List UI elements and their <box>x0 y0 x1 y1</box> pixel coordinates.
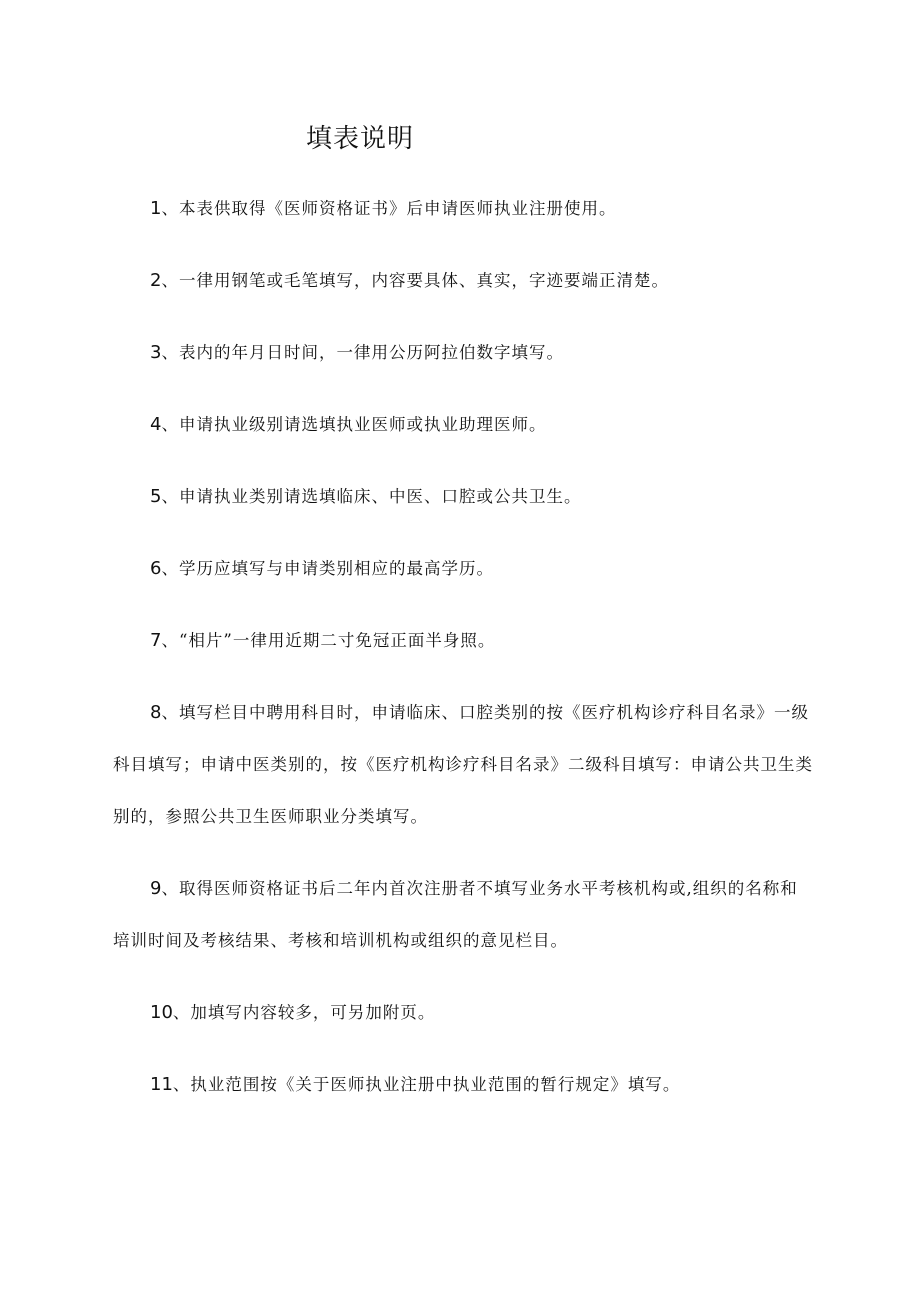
item-text: 、一律用钢笔或毛笔填写，内容要具体、真实，字迹要端正清楚。 <box>161 271 669 290</box>
item-text: 、“相片”一律用近期二寸免冠正面半身照。 <box>161 631 496 650</box>
item-number: 8 <box>150 702 162 723</box>
instruction-item-5 <box>113 471 813 523</box>
item-number: 9 <box>150 878 162 899</box>
item-text: 、填写栏目中聘用科目时，申请临床、口腔类别的按《医疗机构诊疗科目名录》一级科目填写；申请中医类别的，按《医疗机构诊疗科目名录》二级科目填写：申请公共卫生类别的，参照公共卫生医师职业分类填写。 <box>113 703 813 826</box>
instruction-item-10 <box>113 987 813 1039</box>
item-number: 2 <box>150 270 162 291</box>
item-text: 、加填写内容较多，可另加附页。 <box>172 1003 436 1022</box>
item-number: 7 <box>150 630 162 651</box>
instruction-item-9 <box>113 863 813 967</box>
instruction-item-11 <box>113 1059 813 1111</box>
item-text: 、申请执业类别请选填临床、中医、口腔或公共卫生。 <box>161 487 582 506</box>
instruction-item-4 <box>113 399 813 451</box>
item-text: 、执业范围按《关于医师执业注册中执业范围的暂行规定》填写。 <box>172 1075 681 1094</box>
item-number: 10 <box>150 1002 173 1023</box>
item-text: 、申请执业级别请选填执业医师或执业助理医师。 <box>161 415 547 434</box>
instruction-item-7 <box>113 615 813 667</box>
instruction-item-8 <box>113 687 813 843</box>
instruction-list <box>113 183 813 1131</box>
item-number: 4 <box>150 414 162 435</box>
document-title: 填表说明 <box>306 124 415 154</box>
item-number: 5 <box>150 486 162 507</box>
instruction-item-6 <box>113 543 813 595</box>
instruction-item-3 <box>113 327 813 379</box>
instruction-item-2 <box>113 255 813 307</box>
item-number: 6 <box>150 558 162 579</box>
item-text: 、本表供取得《医师资格证书》后申请医师执业注册使用。 <box>161 199 617 218</box>
item-number: 11 <box>150 1074 173 1095</box>
item-text: 、取得医师资格证书后二年内首次注册者不填写业务水平考核机构或,组织的名称和培训时间及考核结果、考核和培训机构或组织的意见栏目。 <box>113 879 798 950</box>
item-text: 、表内的年月日时间，一律用公历阿拉伯数字填写。 <box>161 343 564 362</box>
item-text: 、学历应填写与申请类别相应的最高学历。 <box>161 559 494 578</box>
instruction-item-1 <box>113 183 813 235</box>
item-number: 1 <box>150 198 162 219</box>
item-number: 3 <box>150 342 162 363</box>
